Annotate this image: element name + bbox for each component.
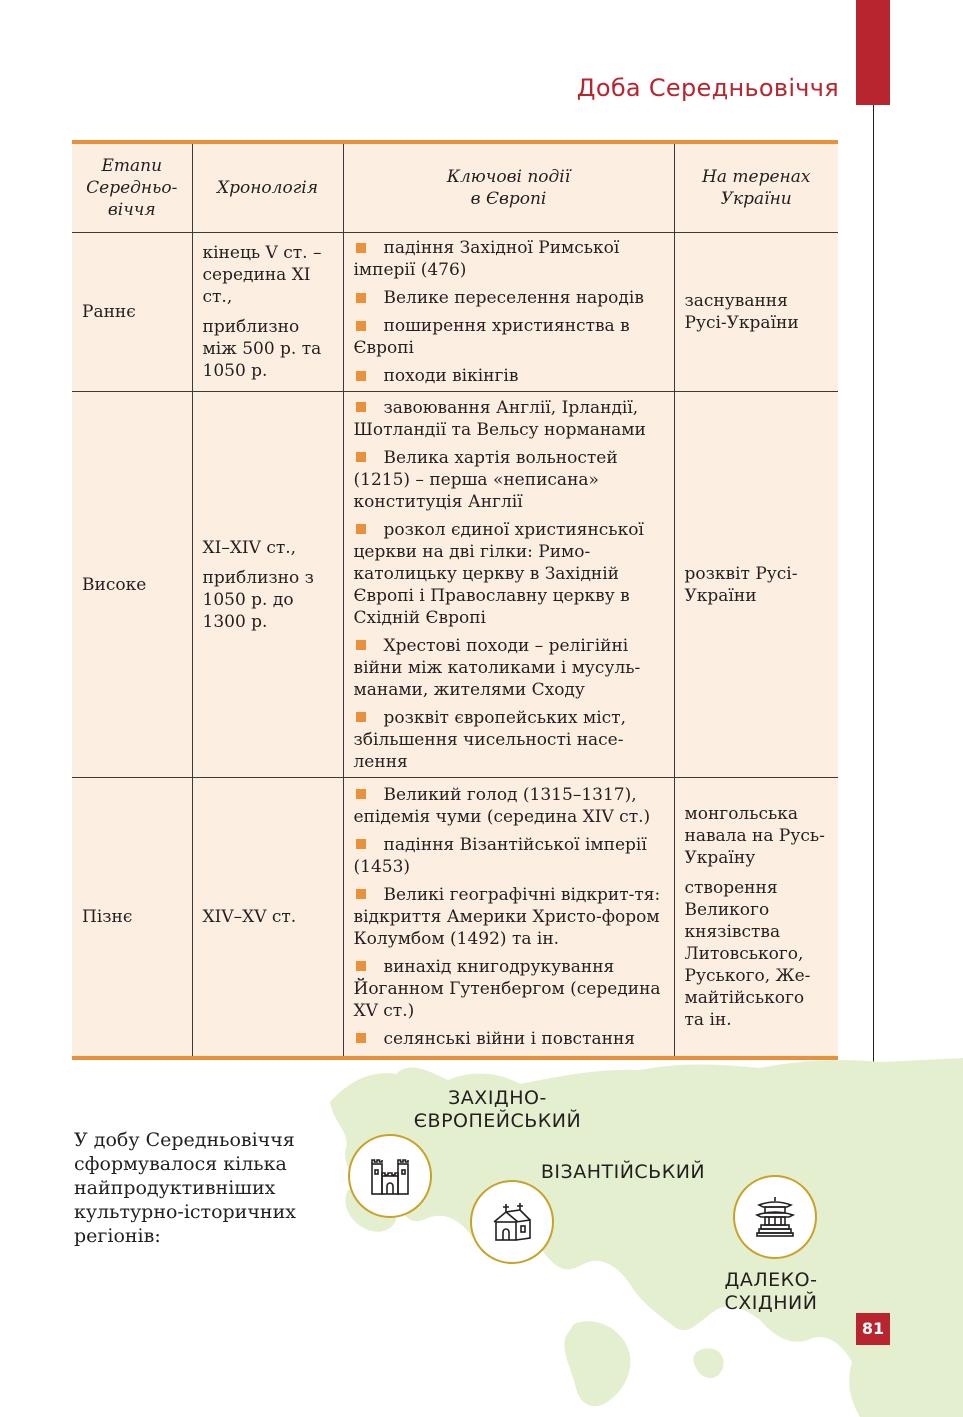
square-bullet-icon <box>356 452 366 462</box>
stage-cell: Високе <box>72 392 192 778</box>
page-number: 81 <box>856 1313 890 1345</box>
chronology-cell <box>192 233 343 392</box>
events-cell <box>343 778 674 1058</box>
square-bullet-icon <box>356 839 366 849</box>
event-item: селянські війни і повстання <box>354 1028 664 1050</box>
square-bullet-icon <box>356 1033 366 1043</box>
header-ukraine: На теренах України <box>674 142 838 233</box>
event-item: Велике переселення народів <box>354 287 664 309</box>
byzantine-region-badge <box>470 1180 554 1264</box>
event-item: поширення християнства в Європі <box>353 316 630 358</box>
square-bullet-icon <box>356 243 366 253</box>
stage-cell: Пізнє <box>72 778 192 1058</box>
square-bullet-icon <box>356 371 366 381</box>
middle-ages-stages-table <box>72 140 838 1060</box>
chronology-text: приблизно з 1050 р. до 1300 р. <box>202 567 314 632</box>
event-item: розкол єдиної християнської церкви на дві гілки: Римо-католицьку церкву в Західній Європі і Православну церкву в Східній Європі <box>353 519 644 628</box>
events-cell <box>343 392 674 778</box>
square-bullet-icon <box>356 524 366 534</box>
event-item: Хрестові походи – релігійні війни між католиками і мусуль-манами, жителями Сходу <box>353 635 641 700</box>
chronology-text: кінець V ст. – середина XI ст., <box>202 243 322 307</box>
ukraine-text: заснування Русі-України <box>684 291 799 333</box>
event-item: завоювання Англії, Ірландії, Шотландії та Вельсу норманами <box>353 397 646 440</box>
square-bullet-icon <box>356 889 366 899</box>
event-item: Велика хартія вольностей (1215) – перша «неписана» конституція Англії <box>353 447 618 512</box>
square-bullet-icon <box>356 402 366 412</box>
chronology-text: XIV–XV ст. <box>202 906 297 927</box>
event-item: винахід книгодрукування Йоганном Гутенбергом (середина XV ст.) <box>353 956 661 1021</box>
square-bullet-icon <box>356 961 366 971</box>
table-header-row <box>72 142 838 233</box>
header-color-strip <box>856 0 890 105</box>
table-row <box>72 233 838 392</box>
ukraine-cell <box>674 778 838 1058</box>
region-label-byzantine: ВІЗАНТІЙСЬКИЙ <box>540 1161 706 1183</box>
chronology-cell <box>192 392 343 778</box>
western-european-region-badge <box>348 1134 432 1218</box>
chronology-cell <box>192 778 343 1058</box>
square-bullet-icon <box>356 712 366 722</box>
chronology-text: приблизно між 500 р. та 1050 р. <box>202 317 322 381</box>
event-item: Великі географічні відкрит-тя: відкриття Америки Христо-фором Колумбом (1492) та ін. <box>353 884 661 949</box>
ukraine-cell <box>674 233 838 392</box>
castle-icon <box>366 1152 414 1200</box>
event-item: походи вікінгів <box>354 365 664 387</box>
square-bullet-icon <box>356 321 366 331</box>
stage-cell: Раннє <box>72 233 192 392</box>
square-bullet-icon <box>356 640 366 650</box>
header-chronology: Хронологія <box>192 142 343 233</box>
region-label-western-european: ЗАХІДНО- ЄВРОПЕЙСЬКИЙ <box>413 1087 582 1132</box>
event-item: падіння Західної Римської імперії (476) <box>353 238 620 280</box>
region-label-far-eastern: ДАЛЕКО- СХІДНИЙ <box>724 1269 818 1314</box>
square-bullet-icon <box>356 293 366 303</box>
event-item: Великий голод (1315–1317), епідемія чуми (середина XIV ст.) <box>353 784 651 827</box>
event-item: розквіт європейських міст, збільшення чисельності насе-лення <box>353 707 626 772</box>
ukraine-text: створення Великого князівства Литовського, Руського, Же-майтійського та ін. <box>684 877 811 1030</box>
intro-paragraph: У добу Середньовіччя сформувалося кілька найпродуктивніших культурно-історичних регіонів: <box>74 1129 296 1247</box>
ukraine-cell <box>674 392 838 778</box>
far-eastern-region-badge <box>733 1175 817 1259</box>
page-title: Доба Середньовіччя <box>576 74 839 102</box>
table-row <box>72 392 838 778</box>
square-bullet-icon <box>356 789 366 799</box>
ukraine-text: розквіт Русі-України <box>684 563 798 606</box>
header-events: Ключові події в Європі <box>343 142 674 233</box>
ukraine-text: монгольська навала на Русь-Україну <box>684 803 825 868</box>
table-row <box>72 778 838 1058</box>
events-cell <box>343 233 674 392</box>
pagoda-icon <box>751 1193 799 1241</box>
header-stage: Етапи Середньо- віччя <box>72 142 192 233</box>
chronology-text: XI–XIV ст., <box>202 537 297 558</box>
church-icon <box>488 1198 536 1246</box>
event-item: падіння Візантійської імперії (1453) <box>353 834 647 877</box>
